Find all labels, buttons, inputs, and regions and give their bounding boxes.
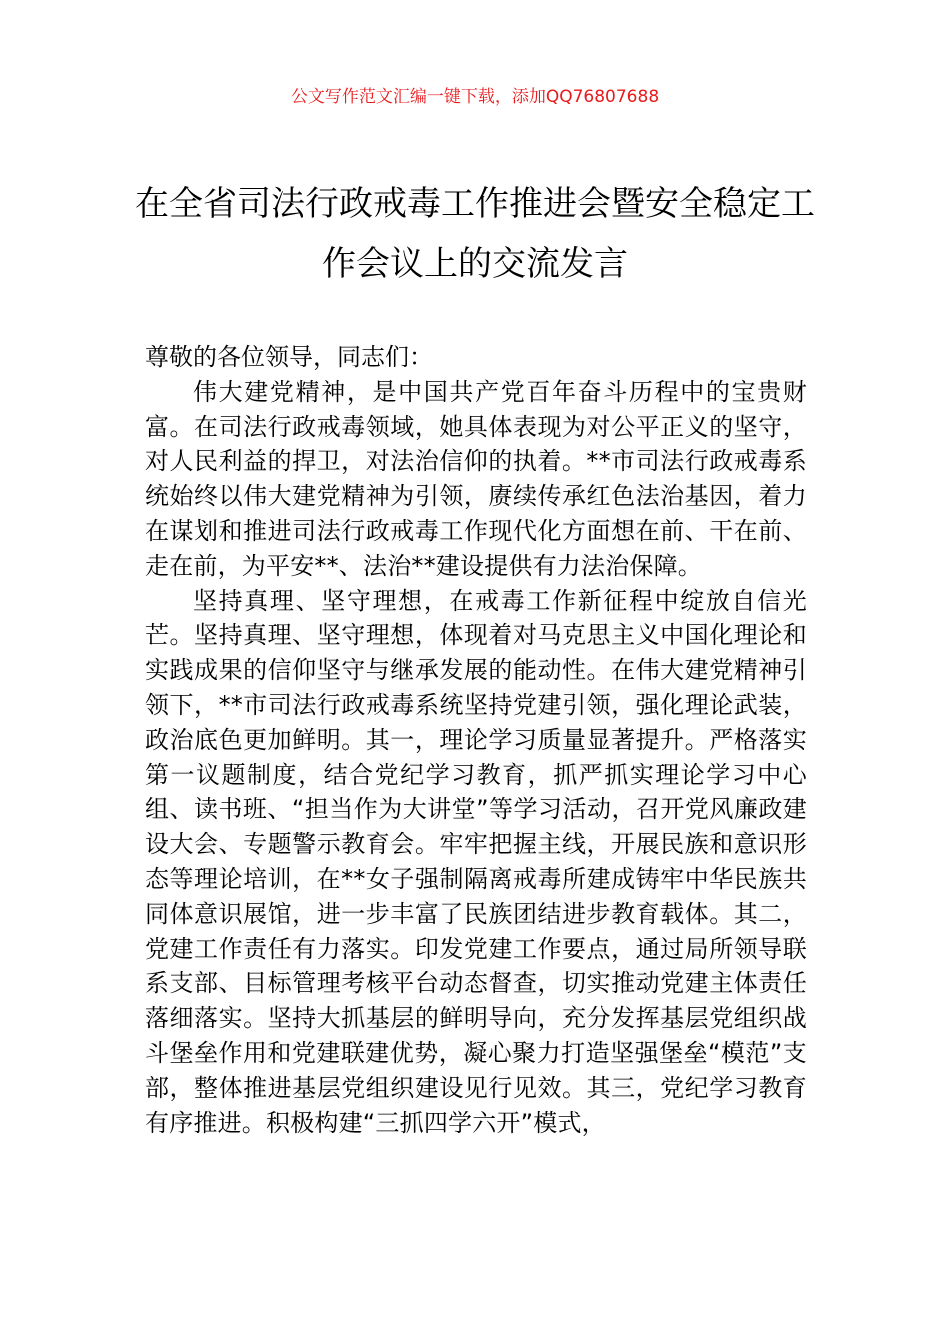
paragraph-1: 伟大建党精神，是中国共产党百年奋斗历程中的宝贵财富。在司法行政戒毒领域，她具体表现为对公平正义的坚守，对人民利益的捍卫，对法治信仰的执着。**市司法行政戒毒系统始终以伟大建党精神为引领，赓续传承红色法治基因，着力在谋划和推进司法行政戒毒工作现代化方面想在前、干在前、走在前，为平安**、法治**建设提供有力法治保障。 bbox=[145, 377, 807, 580]
header-banner: 公文写作范文汇编一键下载，添加QQ76807688 bbox=[290, 87, 660, 107]
document-body bbox=[145, 340, 807, 1140]
salutation: 尊敬的各位领导，同志们： bbox=[145, 343, 433, 371]
paragraph-2: 坚持真理、坚守理想，在戒毒工作新征程中绽放自信光芒。坚持真理、坚守理想，体现着对马克思主义中国化理论和实践成果的信仰坚守与继承发展的能动性。在伟大建党精神引领下，**市司法行政戒毒系统坚持党建引领，强化理论武装，政治底色更加鲜明。其一，理论学习质量显著提升。严格落实第一议题制度，结合党纪学习教育，抓严抓实理论学习中心组、读书班、“担当作为大讲堂”等学习活动，召开党风廉政建设大会、专题警示教育会。牢牢把握主线，开展民族和意识形态等理论培训，在**女子强制隔离戒毒所建成铸牢中华民族共同体意识展馆，进一步丰富了民族团结进步教育载体。其二，党建工作责任有力落实。印发党建工作要点，通过局所领导联系支部、目标管理考核平台动态督查，切实推动党建主体责任落细落实。坚持大抓基层的鲜明导向，充分发挥基层党组织战斗堡垒作用和党建联建优势，凝心聚力打造坚强堡垒“模范”支部，整体推进基层党组织建设见行见效。其三，党纪学习教育有序推进。积极构建“三抓四学六开”模式， bbox=[145, 586, 807, 1137]
document-title: 在全省司法行政戒毒工作推进会暨安全稳定工作会议上的交流发言 bbox=[135, 184, 815, 284]
